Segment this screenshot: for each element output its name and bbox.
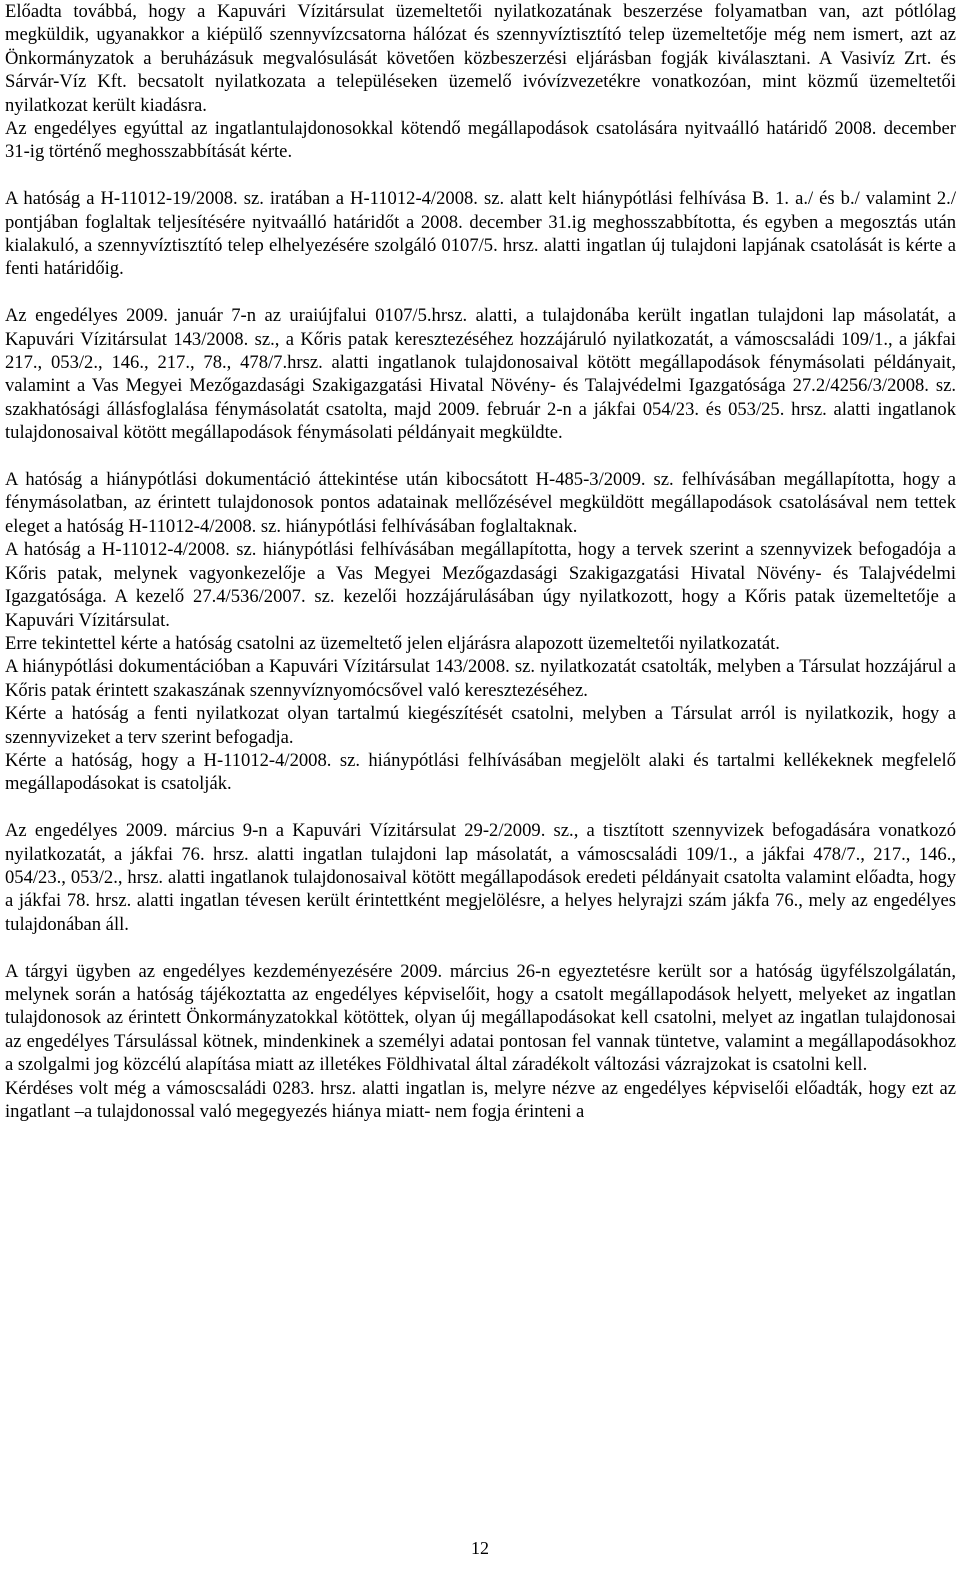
- paragraph-5: A hatóság a hiánypótlási dokumentáció áttekintése után kibocsátott H-485-3/2009. sz. felhívásában megállapította, hogy a fénymásolatban, az érintett tulajdonosok pontos adatainak mellőzésével megküldött megállapodások csatolásával nem tettek eleget a hatóság H-11012-4/2008. sz. hiánypótlási felhívásában foglaltaknak.: [5, 469, 956, 537]
- paragraph-10: Kérte a hatóság, hogy a H-11012-4/2008. sz. hiánypótlási felhívásában megjelölt alaki és tartalmi kellékeknek megfelelő megállapodásokat is csatolják.: [5, 749, 956, 795]
- paragraph-8: A hiánypótlási dokumentációban a Kapuvári Vízitársulat 143/2008. sz. nyilatkozatát csatolták, melyben a Társulat hozzájárul a Kőris patak érintett szakaszának szennyvíznyomócsővel való keresztezéséhez.: [5, 656, 956, 701]
- paragraph-12: A tárgyi ügyben az engedélyes kezdeményezésére 2009. március 26-n egyeztetésre került sor a hatóság ügyfélszolgálatán, melynek során a hatóság tájékoztatta az engedélyes képviselőit, hogy a csatolt megállapodások helyett, melyeket az ingatlan tulajdonosok az érintett Önkormányzatokkal kötöttek, olyan új megállapodásokat kell csatolni, melyet az ingatlan tulajdonosai az engedélyes Társulással kötnek, mindenkinek a személyi adatai pontosan fel vannak tüntetve, valamint a megállapodásokhoz a szolgalmi jog közcélú alapítása miatt az illetékes Földhivatal által záradékolt változási vázrajzokat is csatolni kell.: [5, 960, 956, 1076]
- paragraph-9: Kérte a hatóság a fenti nyilatkozat olyan tartalmú kiegészítését csatolni, melyben a Társulat arról is nyilatkozik, hogy a szennyvizeket a terv szerint befogadja.: [5, 703, 956, 748]
- paragraph-3: A hatóság a H-11012-19/2008. sz. iratában a H-11012-4/2008. sz. alatt kelt hiánypótlási felhívása B. 1. a./ és b./ valamint 2./ pontjában foglaltak teljesítésére nyitvaálló határidőt a 2008. december 31.ig meghosszabbította, és egyben a megosztás után kialakuló, a szennyvíztisztító telep elhelyezésére szolgáló 0107/5. hrsz. alatti ingatlan új tulajdoni lapjának csatolását is kérte a fenti határidőig.: [5, 188, 956, 280]
- paragraph-7: Erre tekintettel kérte a hatóság csatolni az üzemeltető jelen eljárásra alapozott üzemeltetői nyilatkozatát.: [5, 632, 780, 654]
- page-number: 12: [471, 1538, 489, 1558]
- paragraph-13: Kérdéses volt még a vámoscsaládi 0283. hrsz. alatti ingatlan is, melyre nézve az engedélyes képviselői előadták, hogy ezt az ingatlant –a tulajdonossal való megegyezés hiánya miatt- nem fogja érinteni a: [5, 1077, 956, 1123]
- paragraph-11: Az engedélyes 2009. március 9-n a Kapuvári Vízitársulat 29-2/2009. sz., a tisztított szennyvizek befogadására vonatkozó nyilatkozatát, a jákfai 76. hrsz. alatti ingatlan tulajdoni lap másolatát, a vámoscsaládi 109/1., a jákfai 478/7., 217., 146., 054/23., 053/2., hrsz. alatti ingatlanok tulajdonosaival kötött megállapodások eredeti példányait csatolta valamint előadta, hogy a jákfai 78. hrsz. alatti ingatlan tévesen került érintettként megjelölésre, a helyes helyrajzi szám jákfa 76., mely az engedélyes tulajdonában áll.: [5, 820, 956, 935]
- paragraph-4: Az engedélyes 2009. január 7-n az uraiújfalui 0107/5.hrsz. alatti, a tulajdonába került ingatlan tulajdoni lap másolatát, a Kapuvári Vízitársulat 143/2008. sz., a Kőris patak keresztezéséhez hozzájáruló nyilatkozatát, a vámoscsaládi 109/1., a jákfai 217., 053/2., 146., 217., 78., 478/7.hrsz. alatti ingatlanok tulajdonosaival kötött megállapodások fénymásolati példányait, valamint a Vas Megyei Mezőgazdasági Szakigazgatási Hivatal Növény- és Talajvédelmi Igazgatósága 27.2/4256/3/2008. sz. szakhatósági állásfoglalása fénymásolatát csatolta, majd 2009. február 2-n a jákfai 054/23. és 053/25. hrsz. alatti ingatlanok tulajdonosaival kötött megállapodások fénymásolati példányait megküldte.: [5, 305, 956, 444]
- paragraph-1: Előadta továbbá, hogy a Kapuvári Vízitársulat üzemeltetői nyilatkozatának beszerzése folyamatban van, azt pótlólag megküldik, ugyanakkor a kiépülő szennyvízcsatorna hálózat és szennyvíztisztító telep üzemeltetője még nem ismert, azt az Önkormányzatok a beruházásuk megvalósulását követően közbeszerzési eljárásban fogják kiválasztani. A Vasivíz Zrt. és Sárvár-Víz Kft. becsatolt nyilatkozata a településeken üzemelő ivóvízvezetékre vonatkozóan, mint közmű üzemeltetői nyilatkozat került kiadásra.: [5, 1, 956, 116]
- paragraph-6: A hatóság a H-11012-4/2008. sz. hiánypótlási felhívásában megállapította, hogy a tervek szerint a szennyvizek befogadója a Kőris patak, melynek vagyonkezelője a Vas Megyei Mezőgazdasági Szakigazgatási Hivatal Növény- és Talajvédelmi Igazgatósága. A kezelő 27.4/536/2007. sz. kezelői hozzájárulásában úgy nyilatkozott, hogy a Kőris patak üzemeltetője a Kapuvári Vízitársulat.: [5, 539, 956, 631]
- paragraph-2: Az engedélyes egyúttal az ingatlantulajdonosokkal kötendő megállapodások csatolására nyitvaálló határidő 2008. december 31-ig történő meghosszabbítását kérte.: [5, 118, 956, 163]
